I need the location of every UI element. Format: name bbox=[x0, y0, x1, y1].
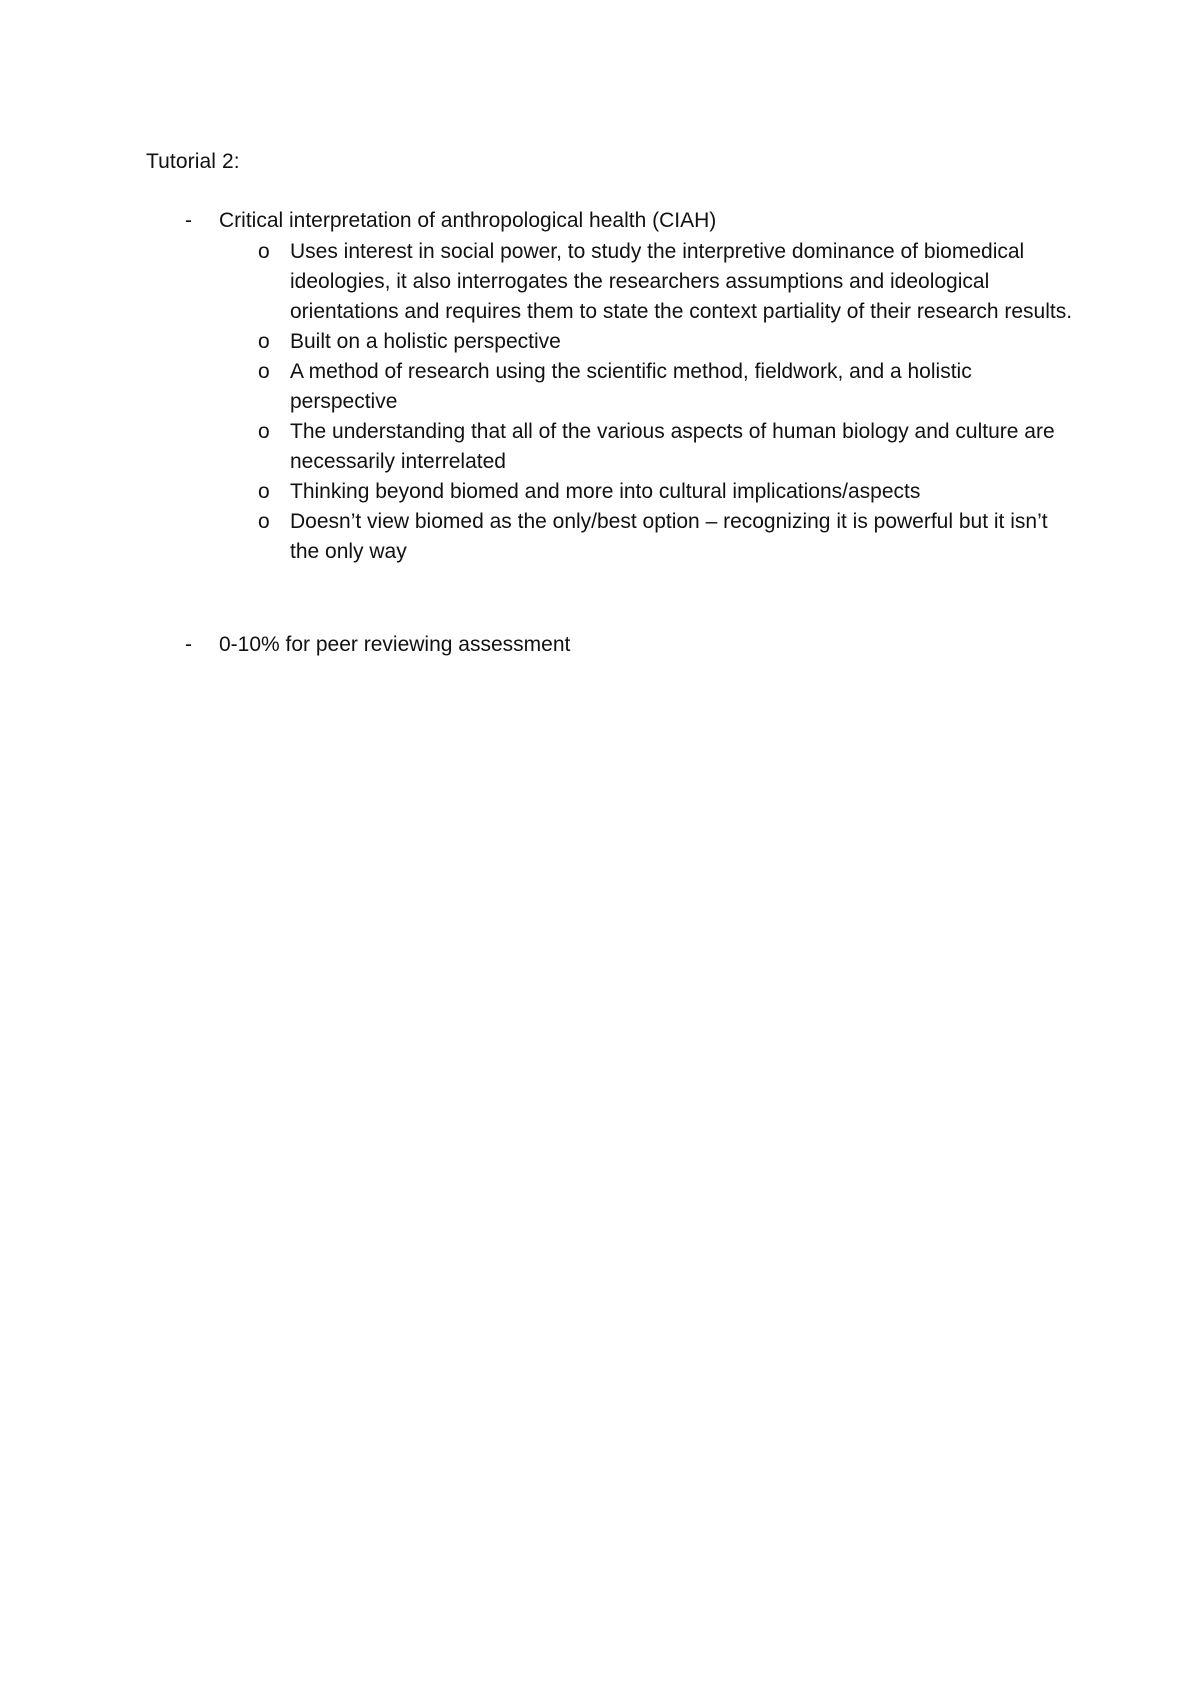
sub-bullet-item bbox=[258, 327, 1078, 357]
sub-bullet-marker: o bbox=[258, 330, 270, 353]
sub-bullet-marker: o bbox=[258, 240, 270, 263]
sub-bullet-text: Uses interest in social power, to study the interpretive dominance of biomedical ideologies, it also interrogates the researchers assumptions and ideological orientations and requires them to state the context partiality of their research results. bbox=[290, 240, 1073, 323]
sub-bullet-item bbox=[258, 477, 1078, 507]
sub-bullet-marker: o bbox=[258, 420, 270, 443]
sub-bullet-text: Doesn’t view biomed as the only/best option – recognizing it is powerful but it isn’t the only way bbox=[290, 510, 1048, 563]
sub-bullet-text: Thinking beyond biomed and more into cultural implications/aspects bbox=[290, 480, 921, 503]
sub-bullet-item bbox=[258, 357, 1078, 417]
bullet-text: Critical interpretation of anthropological health (CIAH) bbox=[219, 209, 717, 232]
sub-bullet-marker: o bbox=[258, 480, 270, 503]
sub-bullet-text: A method of research using the scientific method, fieldwork, and a holistic perspective bbox=[290, 360, 972, 413]
sub-bullet-item bbox=[258, 417, 1078, 477]
sub-bullet-item bbox=[258, 237, 1078, 327]
sub-bullet-marker: o bbox=[258, 360, 270, 383]
bullet-text: 0-10% for peer reviewing assessment bbox=[219, 633, 571, 656]
sub-bullet-text: Built on a holistic perspective bbox=[290, 330, 561, 353]
bullet-marker: - bbox=[185, 209, 192, 232]
sub-bullet-item bbox=[258, 507, 1078, 567]
sub-bullet-list bbox=[258, 237, 1078, 567]
sub-bullet-text: The understanding that all of the various aspects of human biology and culture are necessarily interrelated bbox=[290, 420, 1055, 473]
sub-bullet-marker: o bbox=[258, 510, 270, 533]
bullet-marker: - bbox=[185, 633, 192, 656]
page-title: Tutorial 2: bbox=[146, 150, 240, 173]
